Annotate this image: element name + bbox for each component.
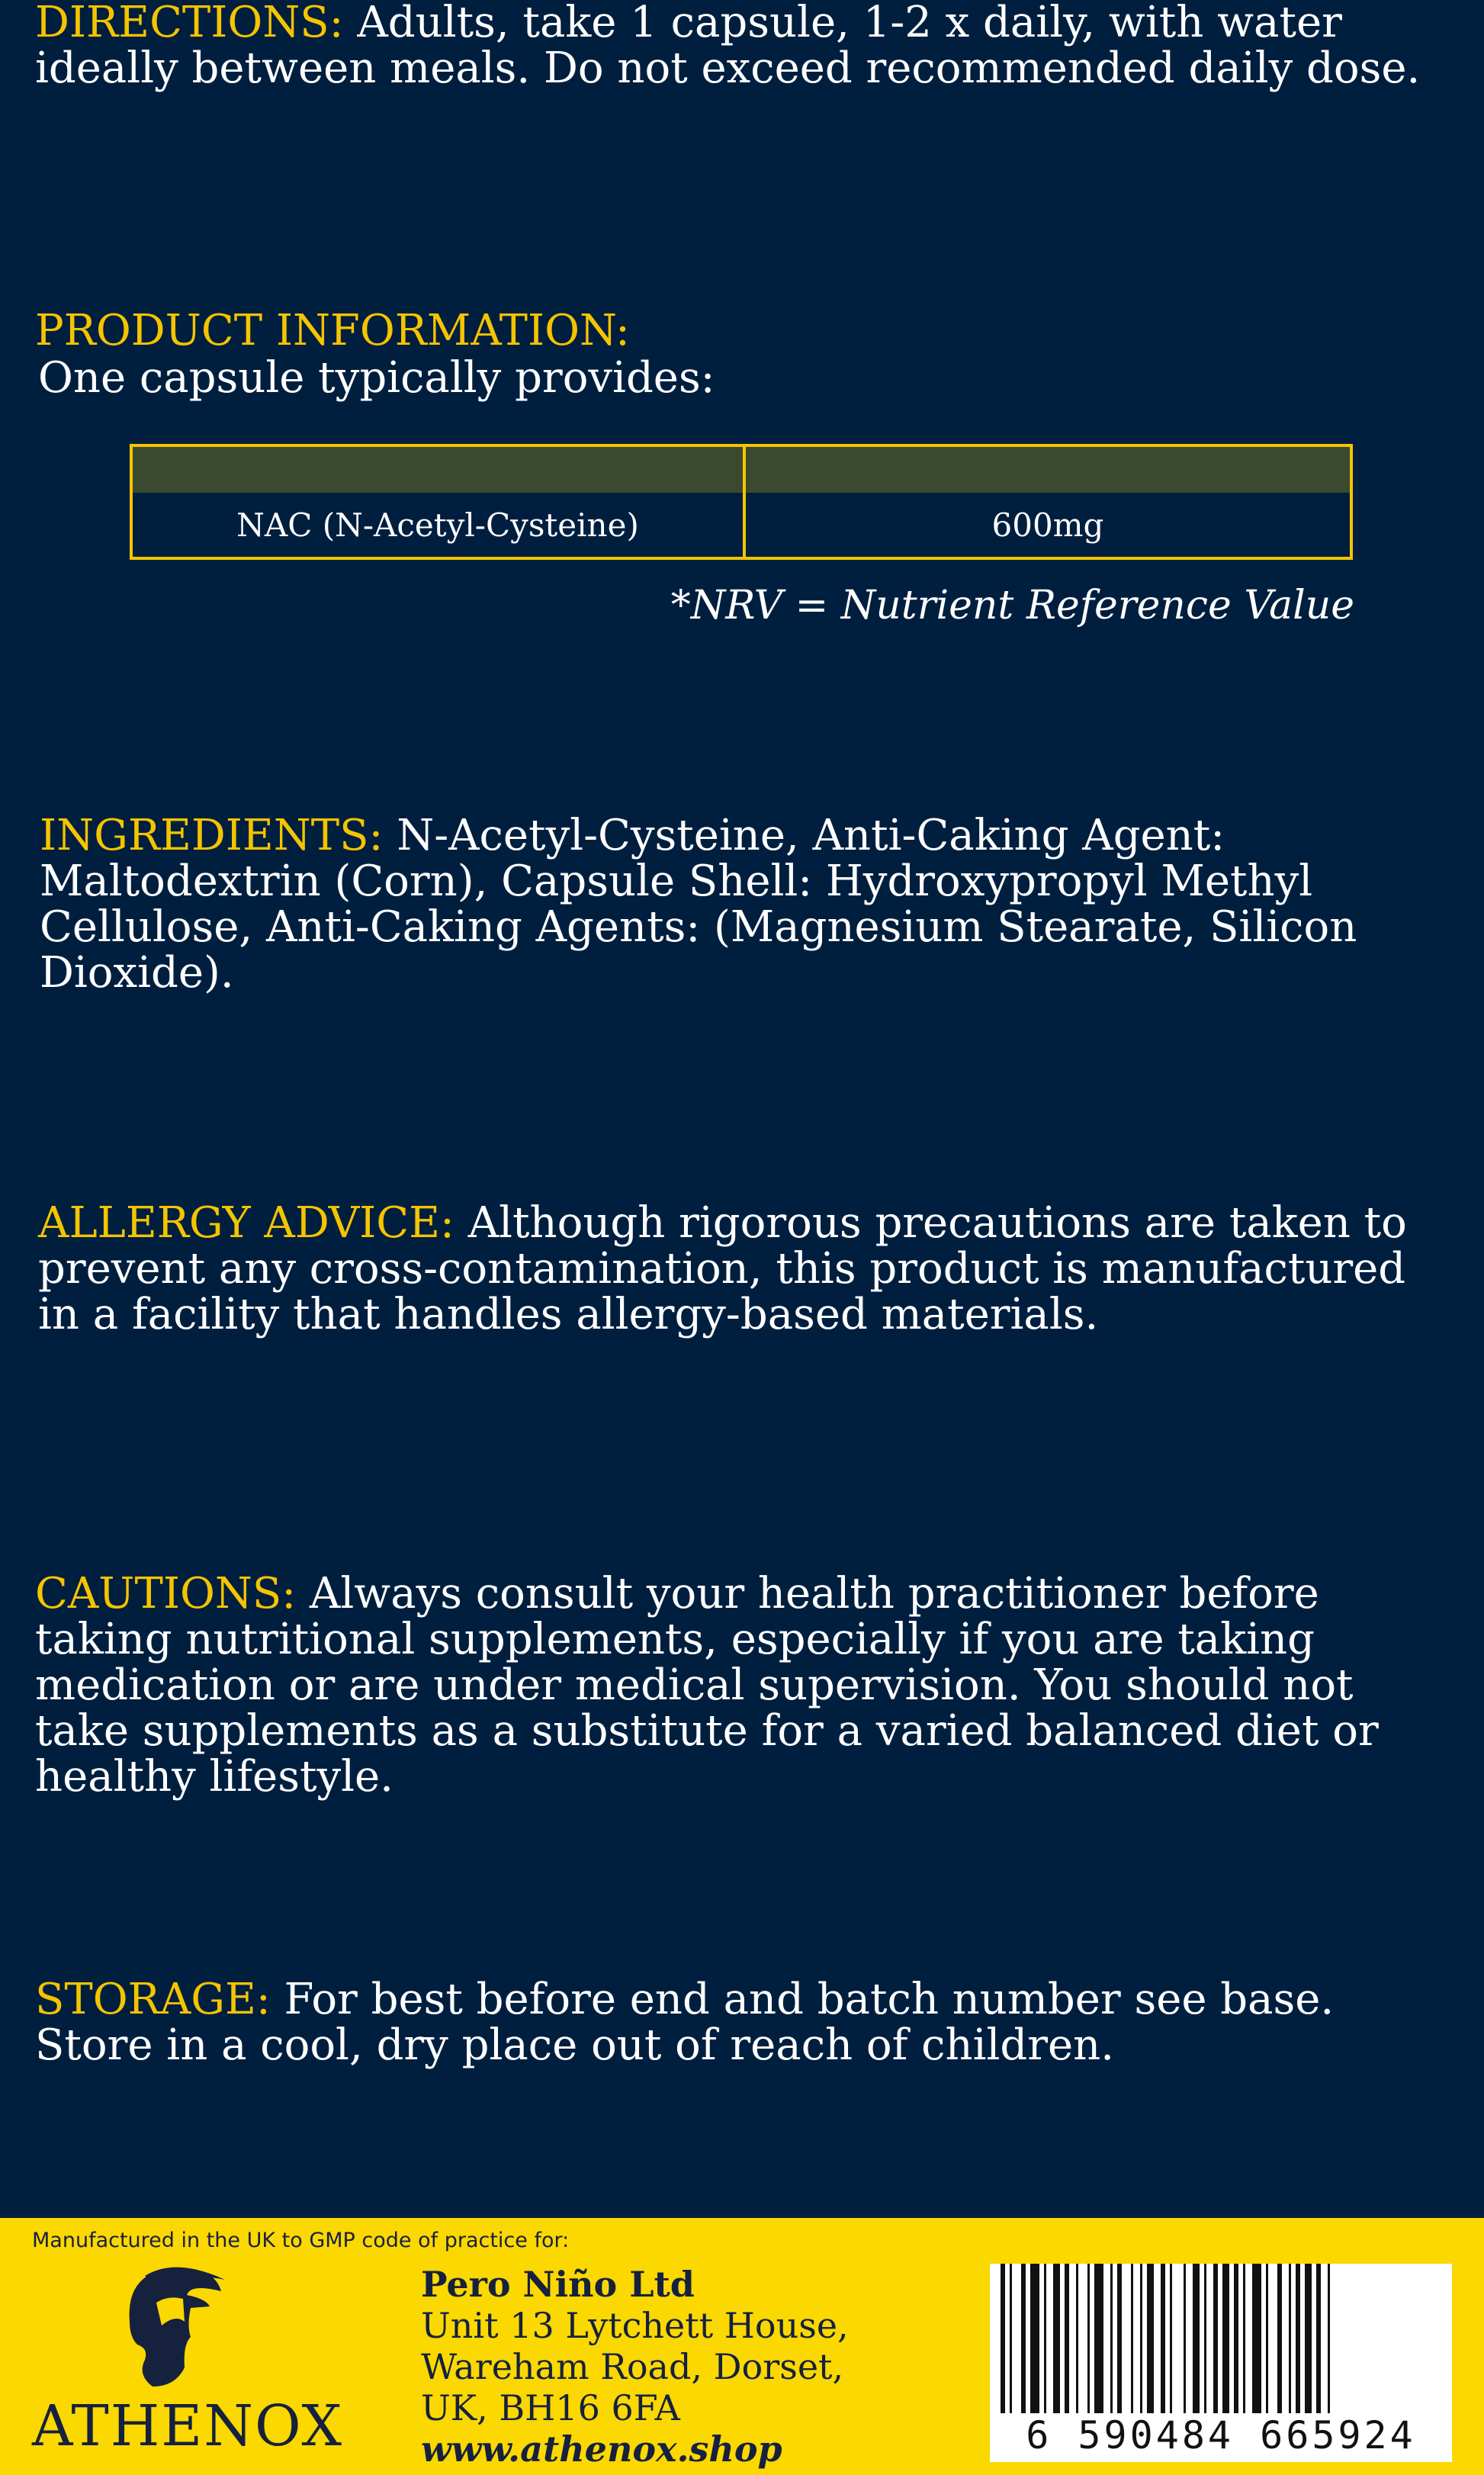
address-line: Wareham Road, Dorset,: [421, 2346, 844, 2387]
footer: [0, 2218, 1484, 2475]
barcode-bars: [990, 2264, 1452, 2424]
table-cell-amount: 600mg: [743, 493, 1350, 557]
cautions-section: [35, 1571, 1453, 1800]
directions-text: Adults, take 1 capsule, 1-2 x daily, with water ideally between meals. Do not exceed recommended daily dose.: [35, 0, 1421, 93]
brand-logo-text: ATHENOX: [32, 2393, 344, 2459]
table-header-cell: [133, 447, 743, 493]
storage-text-line1: For best before end and batch number see base.: [270, 1975, 1335, 2024]
product-info-label: PRODUCT INFORMATION:: [35, 306, 630, 355]
cautions-label: CAUTIONS:: [35, 1569, 297, 1618]
storage-label: STORAGE:: [35, 1975, 271, 2024]
ingredients-text: N-Acetyl-Cysteine, Anti-Caking Agent: Maltodextrin (Corn), Capsule Shell: Hydroxypropyl Methyl Cellulose, Anti-Caking Agents: (Magnesium Stearate, Silicon Dioxide).: [40, 811, 1357, 998]
spartan-helmet-icon: [114, 2261, 229, 2390]
company-name: Pero Niño Ltd: [421, 2264, 695, 2305]
allergy-label: ALLERGY ADVICE:: [38, 1198, 455, 1248]
directions-section: [35, 0, 1453, 92]
allergy-section: [38, 1198, 1457, 1339]
directions-label: DIRECTIONS:: [35, 0, 344, 47]
ingredients-section: [40, 813, 1412, 996]
table-cell-ingredient: NAC (N-Acetyl-Cysteine): [236, 506, 639, 544]
manufactured-in-text: Manufactured in the UK to GMP code of practice for:: [32, 2229, 570, 2252]
website-link[interactable]: www.athenox.shop: [421, 2428, 782, 2470]
address-line: Unit 13 Lytchett House,: [421, 2305, 849, 2346]
nutrition-table: [130, 444, 1353, 560]
product-info-section: [35, 308, 1453, 401]
storage-text-line2: Store in a cool, dry place out of reach of children.: [35, 2020, 1115, 2070]
barcode: [990, 2264, 1452, 2462]
company-address: [421, 2264, 849, 2470]
ingredients-label: INGREDIENTS:: [40, 811, 384, 860]
address-line: UK, BH16 6FA: [421, 2387, 680, 2428]
allergy-text: Although rigorous precautions are taken to prevent any cross-contamination, this product is manufactured in a facility that handles allergy-based materials.: [38, 1198, 1407, 1339]
table-header-cell: [743, 447, 1350, 493]
product-info-subtitle: One capsule typically provides:: [38, 353, 715, 403]
nrv-note: *NRV = Nutrient Reference Value: [670, 583, 1354, 628]
cautions-text: Always consult your health practitioner before taking nutritional supplements, especially if you are taking medication or are under medical supervision. You should not take supplements as a substitute for a varied balanced diet or healthy lifestyle.: [35, 1569, 1379, 1802]
barcode-number: 6 590484 665924: [994, 2413, 1447, 2457]
storage-section: [35, 1977, 1453, 2068]
